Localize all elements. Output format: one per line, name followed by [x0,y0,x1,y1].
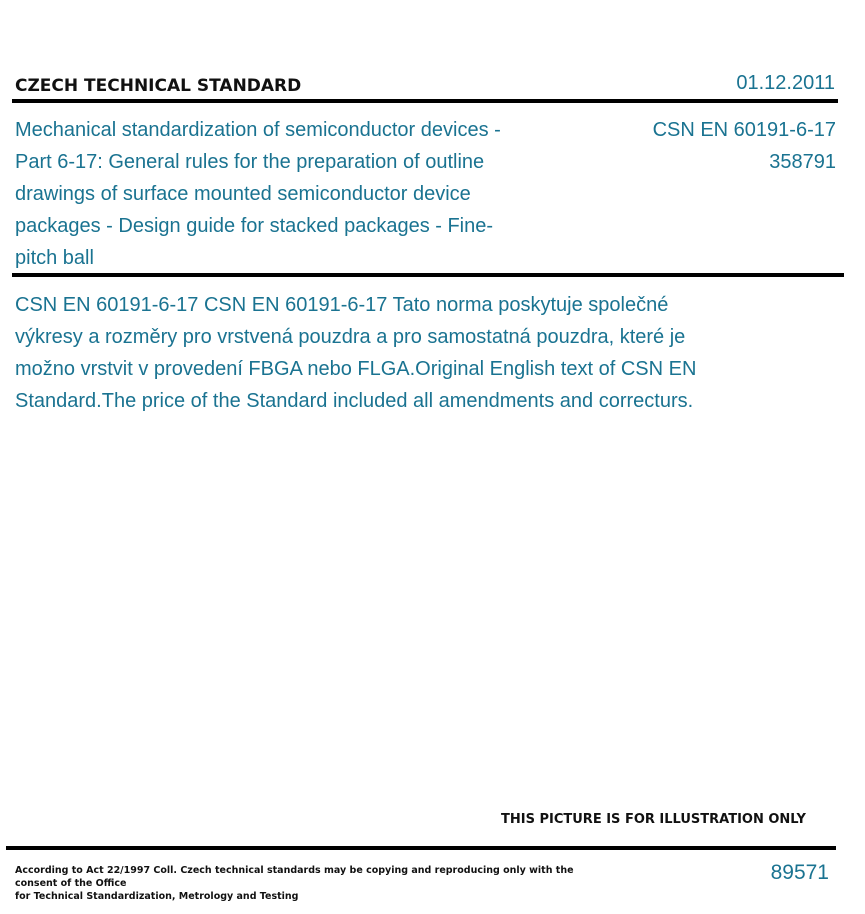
header-divider [12,99,838,103]
document-type-label: CZECH TECHNICAL STANDARD [15,76,302,96]
standard-code: CSN EN 60191-6-17 [652,119,836,141]
footer-divider [6,846,836,850]
legal-notice [15,864,595,903]
publication-date: 01.12.2011 [736,72,835,94]
footer-number: 89571 [770,861,829,884]
illustration-note: THIS PICTURE IS FOR ILLUSTRATION ONLY [501,812,806,827]
legal-notice-line-2: for Technical Standardization, Metrology and Testing [15,891,299,902]
standard-description: CSN EN 60191-6-17 CSN EN 60191-6-17 Tato norma poskytuje společné výkresy a rozměry pro vrstvená pouzdra a pro samostatná pouzdra, které je možno vrstvit v provedení FBGA nebo FLGA.Original English text of CSN EN Standard.The price of the Standard included all amendments and correcturs. [15,294,697,412]
legal-notice-line-1: According to Act 22/1997 Coll. Czech technical standards may be copying and reproducing only with the consent of the Office [15,865,574,889]
catalog-number: 358791 [769,151,836,173]
standard-title: Mechanical standardization of semiconductor devices - Part 6-17: General rules for the preparation of outline drawings of surface mounted semiconductor device packages - Design guide for stacked packages - Fine-pitch ball [15,119,501,269]
title-divider [12,273,844,277]
